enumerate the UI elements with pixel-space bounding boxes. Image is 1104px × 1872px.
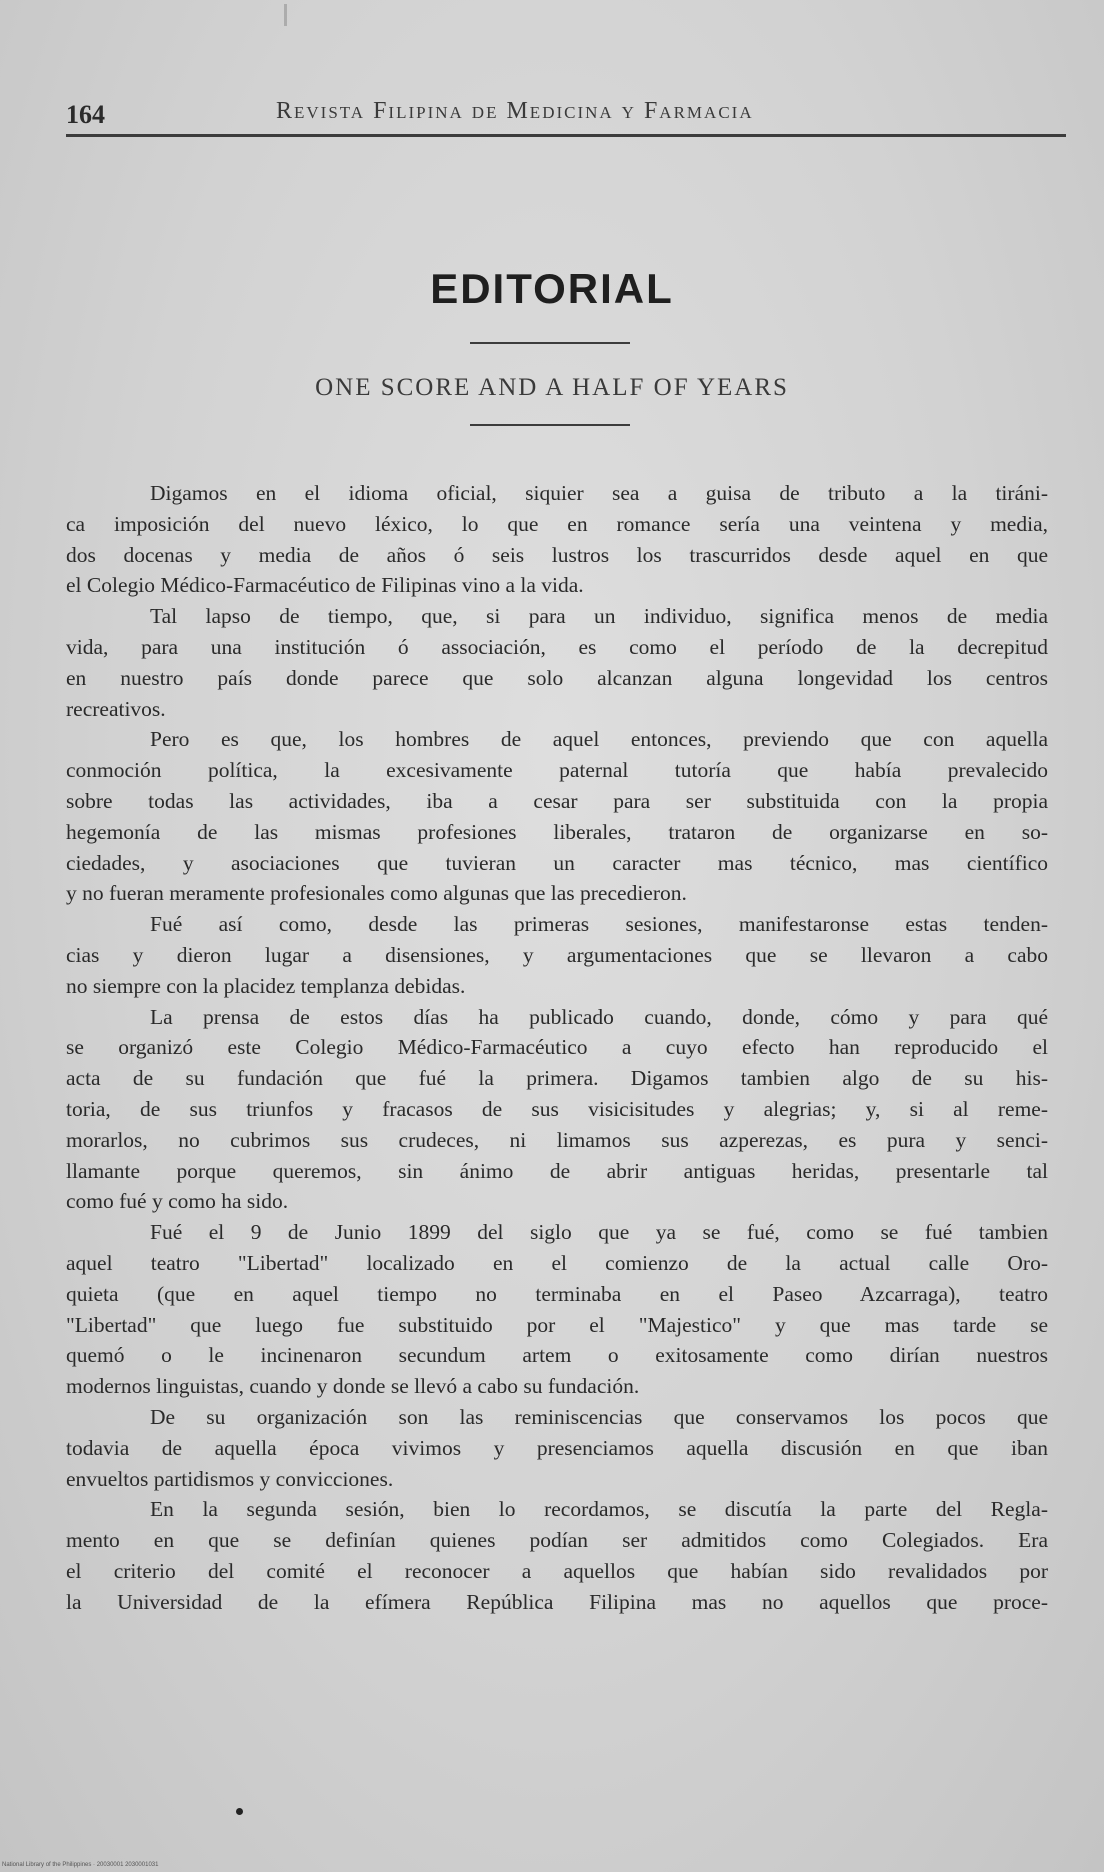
scan-smudge: [284, 4, 287, 26]
text-line: Fué el 9 de Junio 1899 del siglo que ya se fué, como se fué tambien: [150, 1220, 1048, 1245]
text-line: recreativos.: [66, 696, 166, 721]
text-line: toria, de sus triunfos y fracasos de sus visicisitudes y alegrias; y, si al reme-: [66, 1096, 1048, 1121]
text-line: vida, para una institución ó associación, es como el período de la decrepitud: [66, 634, 1048, 659]
text-line: Tal lapso de tiempo, que, si para un individuo, significa menos de media: [150, 604, 1048, 629]
ink-dot: [236, 1808, 243, 1815]
text-line: llamante porque queremos, sin ánimo de abrir antiguas heridas, presentarle tal: [66, 1158, 1048, 1183]
header-rule: [66, 134, 1066, 137]
text-line: todavia de aquella época vivimos y presenciamos aquella discusión en que iban: [66, 1435, 1048, 1460]
title-rule: [470, 342, 630, 344]
text-line: quemó o le incinenaron secundum artem o exitosamente como dirían nuestros: [66, 1343, 1048, 1368]
text-line: acta de su fundación que fué la primera. Digamos tambien algo de su his-: [66, 1066, 1048, 1091]
text-line: la Universidad de la efímera República Filipina mas no aquellos que proce-: [66, 1589, 1048, 1614]
text-line: De su organización son las reminiscencias que conservamos los pocos que: [150, 1404, 1048, 1429]
text-line: hegemonía de las mismas profesiones liberales, trataron de organizarse en so-: [66, 819, 1048, 844]
text-line: "Libertad" que luego fue substituido por el "Majestico" y que mas tarde se: [66, 1312, 1048, 1337]
text-line: conmoción política, la excesivamente paternal tutoría que había prevalecido: [66, 758, 1048, 783]
text-line: cias y dieron lugar a disensiones, y argumentaciones que se llevaron a cabo: [66, 942, 1048, 967]
text-line: como fué y como ha sido.: [66, 1189, 289, 1214]
text-line: y no fueran meramente profesionales como algunas que las precedieron.: [66, 881, 687, 906]
text-line: Digamos en el idioma oficial, siquier sea a guisa de tributo a la tiráni-: [150, 481, 1048, 505]
text-line: se organizó este Colegio Médico-Farmacéutico a cuyo efecto han reproducido el: [66, 1035, 1048, 1060]
text-line: el Colegio Médico-Farmacéutico de Filipinas vino a la vida.: [66, 573, 584, 598]
page-number: 164: [66, 100, 105, 129]
text-line: sobre todas las actividades, iba a cesar para ser substituida con la propia: [66, 788, 1048, 813]
text-line: La prensa de estos días ha publicado cuando, donde, cómo y para qué: [150, 1004, 1048, 1029]
running-head: Revista Filipina de Medicina y Farmacia: [276, 98, 754, 124]
text-line: Pero es que, los hombres de aquel entonces, previendo que con aquella: [150, 727, 1048, 752]
text-line: morarlos, no cubrimos sus crudeces, ni limamos sus azperezas, es pura y senci-: [66, 1127, 1048, 1152]
subtitle-rule: [470, 424, 630, 426]
text-line: el criterio del comité el reconocer a aquellos que habían sido revalidados por: [66, 1558, 1048, 1583]
text-line: modernos linguistas, cuando y donde se llevó a cabo su fundación.: [66, 1374, 640, 1399]
scan-credit: National Library of the Philippines · 20030001 2030001031: [2, 1862, 159, 1868]
text-line: En la segunda sesión, bien lo recordamos, se discutía la parte del Regla-: [150, 1497, 1048, 1522]
text-line: no siempre con la placidez templanza debidas.: [66, 973, 466, 998]
editorial-title: EDITORIAL: [430, 265, 674, 312]
text-line: en nuestro país donde parece que solo alcanzan alguna longevidad los centros: [66, 665, 1048, 690]
text-line: aquel teatro "Libertad" localizado en el comienzo de la actual calle Oro-: [66, 1250, 1048, 1275]
text-line: ciedades, y asociaciones que tuvieran un caracter mas técnico, mas científico: [66, 850, 1048, 875]
text-line: Fué así como, desde las primeras sesiones, manifestaronse estas tenden-: [150, 912, 1048, 937]
text-line: dos docenas y media de años ó seis lustros los trascurridos desde aquel en que: [66, 542, 1048, 567]
article-body: [66, 478, 1048, 1617]
text-line: quieta (que en aquel tiempo no terminaba en el Paseo Azcarraga), teatro: [66, 1281, 1048, 1306]
editorial-subtitle: ONE SCORE AND A HALF OF YEARS: [315, 374, 789, 401]
text-line: envueltos partidismos y convicciones.: [66, 1466, 394, 1491]
text-line: mento en que se definían quienes podían ser admitidos como Colegiados. Era: [66, 1528, 1048, 1553]
page-header: [66, 92, 1066, 132]
text-line: ca imposición del nuevo léxico, lo que en romance sería una veintena y media,: [66, 511, 1048, 536]
